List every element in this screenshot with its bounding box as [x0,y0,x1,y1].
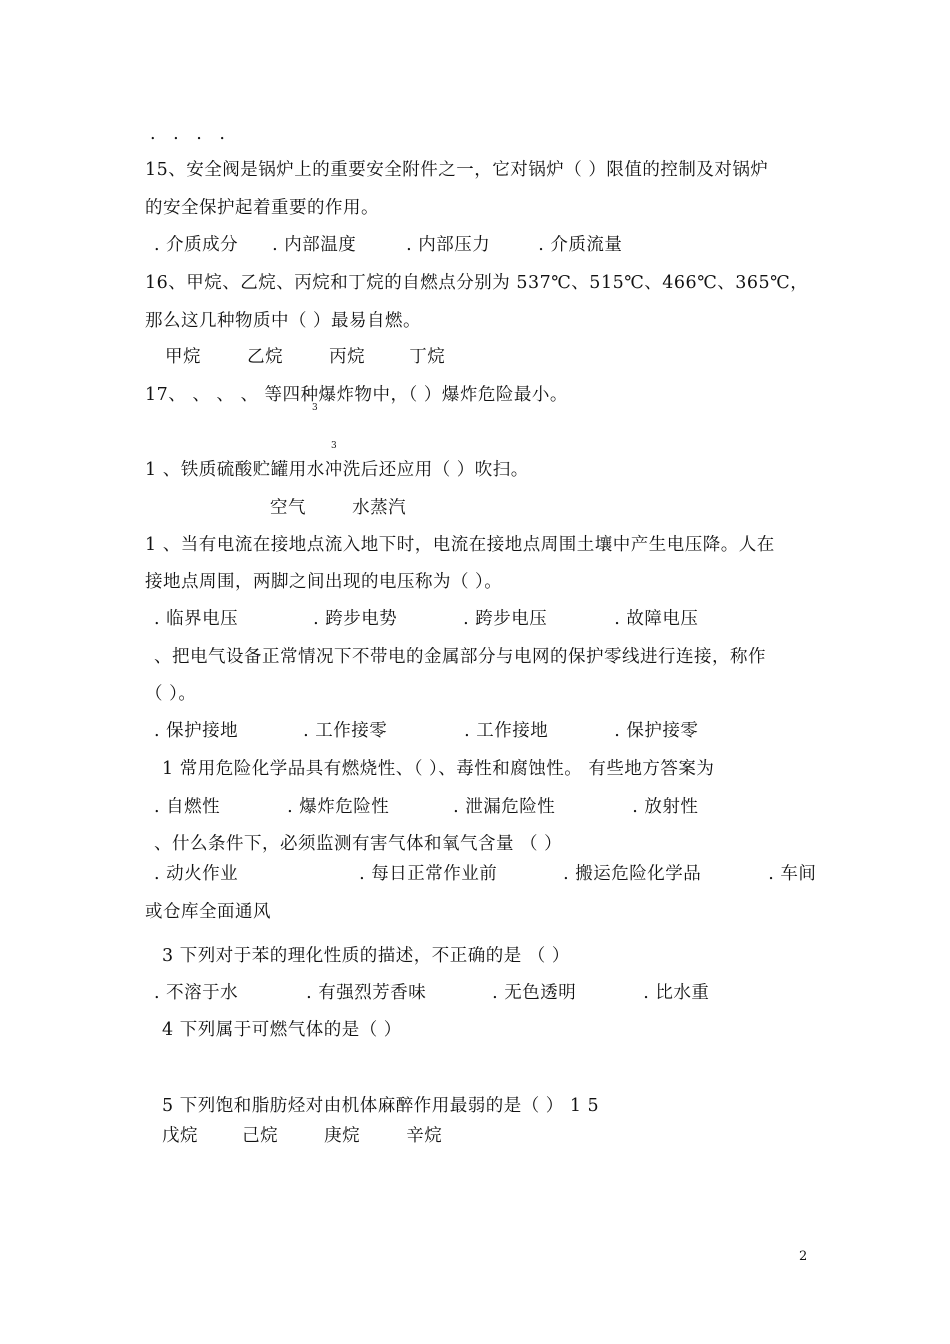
question-18-text: 1 、铁质硫酸贮罐用水冲洗后还应用（ ）吹扫。 [145,460,529,480]
option-b: . 爆炸危险性 [287,797,390,817]
option-a: . 自燃性 [154,797,221,817]
question-20-options [154,719,698,743]
option-b: . 内部温度 [272,235,357,255]
question-23-options [154,981,709,1005]
question-16-text: 16、甲烷、乙烷、丙烷和丁烷的自燃点分别为 537℃、515℃、466℃、365℃， [145,273,809,293]
question-22-option-d-cont: 或仓库全面通风 [145,902,271,922]
option-d: . 比水重 [643,983,710,1003]
option-a: . 保护接地 [154,721,239,741]
option-d: . 放射性 [632,797,699,817]
option-b: . 工作接零 [303,721,388,741]
option-d: 丁烷 [409,347,446,367]
question-16-options [165,345,445,369]
option-a: 空气 [270,498,306,518]
question-23-text: 3 下列对于苯的理化性质的描述，不正确的是 （ ） [162,946,570,966]
question-22-options [154,862,816,886]
dots-row: . . . . [150,124,231,144]
option-c: . 内部压力 [406,235,491,255]
option-d: . 故障电压 [614,609,699,629]
option-b: . 每日正常作业前 [359,864,498,884]
question-15-options [154,233,622,257]
option-a: 甲烷 [165,347,201,367]
option-c: . 泄漏危险性 [453,797,556,817]
option-b: 水蒸汽 [352,498,407,518]
question-21-options [154,795,698,819]
question-25-text: 5 下列饱和脂肪烃对由机体麻醉作用最弱的是（ ） 1 5 [162,1096,600,1116]
question-20-text: 、把电气设备正常情况下不带电的金属部分与电网的保护零线进行连接，称作 [154,647,766,667]
option-a: . 不溶于水 [154,983,239,1003]
option-d: . 介质流量 [538,235,623,255]
page-number: 2 [799,1249,808,1264]
option-a: . 临界电压 [154,609,239,629]
option-b: . 有强烈芳香味 [306,983,427,1003]
question-24-text: 4 下列属于可燃气体的是（ ） [162,1020,402,1040]
question-16-text-cont: 那么这几种物质中（ ）最易自燃。 [145,311,422,331]
subscript-3: 3 [312,403,318,413]
option-c: . 工作接地 [464,721,549,741]
option-a: . 介质成分 [154,235,239,255]
question-21-text: 1 常用危险化学品具有燃烧性、（ ）、毒性和腐蚀性。 有些地方答案为 [162,759,715,779]
question-20-text-cont: （ ）。 [145,684,197,704]
question-19-text: 1 、当有电流在接地点流入地下时，电流在接地点周围土壤中产生电压降。人在 [145,535,775,555]
question-19-options [154,607,698,631]
question-25-options [162,1124,442,1148]
question-17-text: 17、 、 、 、 等四种爆炸物中，（ ）爆炸危险最小。 [145,385,568,405]
subscript-3: 3 [331,441,337,451]
option-c: . 跨步电压 [463,609,548,629]
option-c: . 无色透明 [492,983,577,1003]
option-a: . 动火作业 [154,864,239,884]
option-b: . 跨步电势 [313,609,398,629]
question-15-text: 15、安全阀是锅炉上的重要安全附件之一，它对锅炉（ ）限值的控制及对锅炉 [145,160,769,180]
option-d: . 保护接零 [614,721,699,741]
option-b: 己烷 [242,1126,279,1146]
question-18-options [270,496,406,520]
option-c: . 搬运危险化学品 [563,864,702,884]
question-22-text: 、什么条件下，必须监测有害气体和氧气含量 （ ） [154,834,563,854]
option-c: 丙烷 [329,347,366,367]
option-b: 乙烷 [247,347,284,367]
question-15-text-cont: 的安全保护起着重要的作用。 [145,198,379,218]
option-d: 辛烷 [406,1126,443,1146]
option-c: 庚烷 [324,1126,361,1146]
option-d: . 车间 [768,864,817,884]
question-19-text-cont: 接地点周围，两脚之间出现的电压称为（ ）。 [145,572,503,592]
option-a: 戊烷 [162,1126,198,1146]
